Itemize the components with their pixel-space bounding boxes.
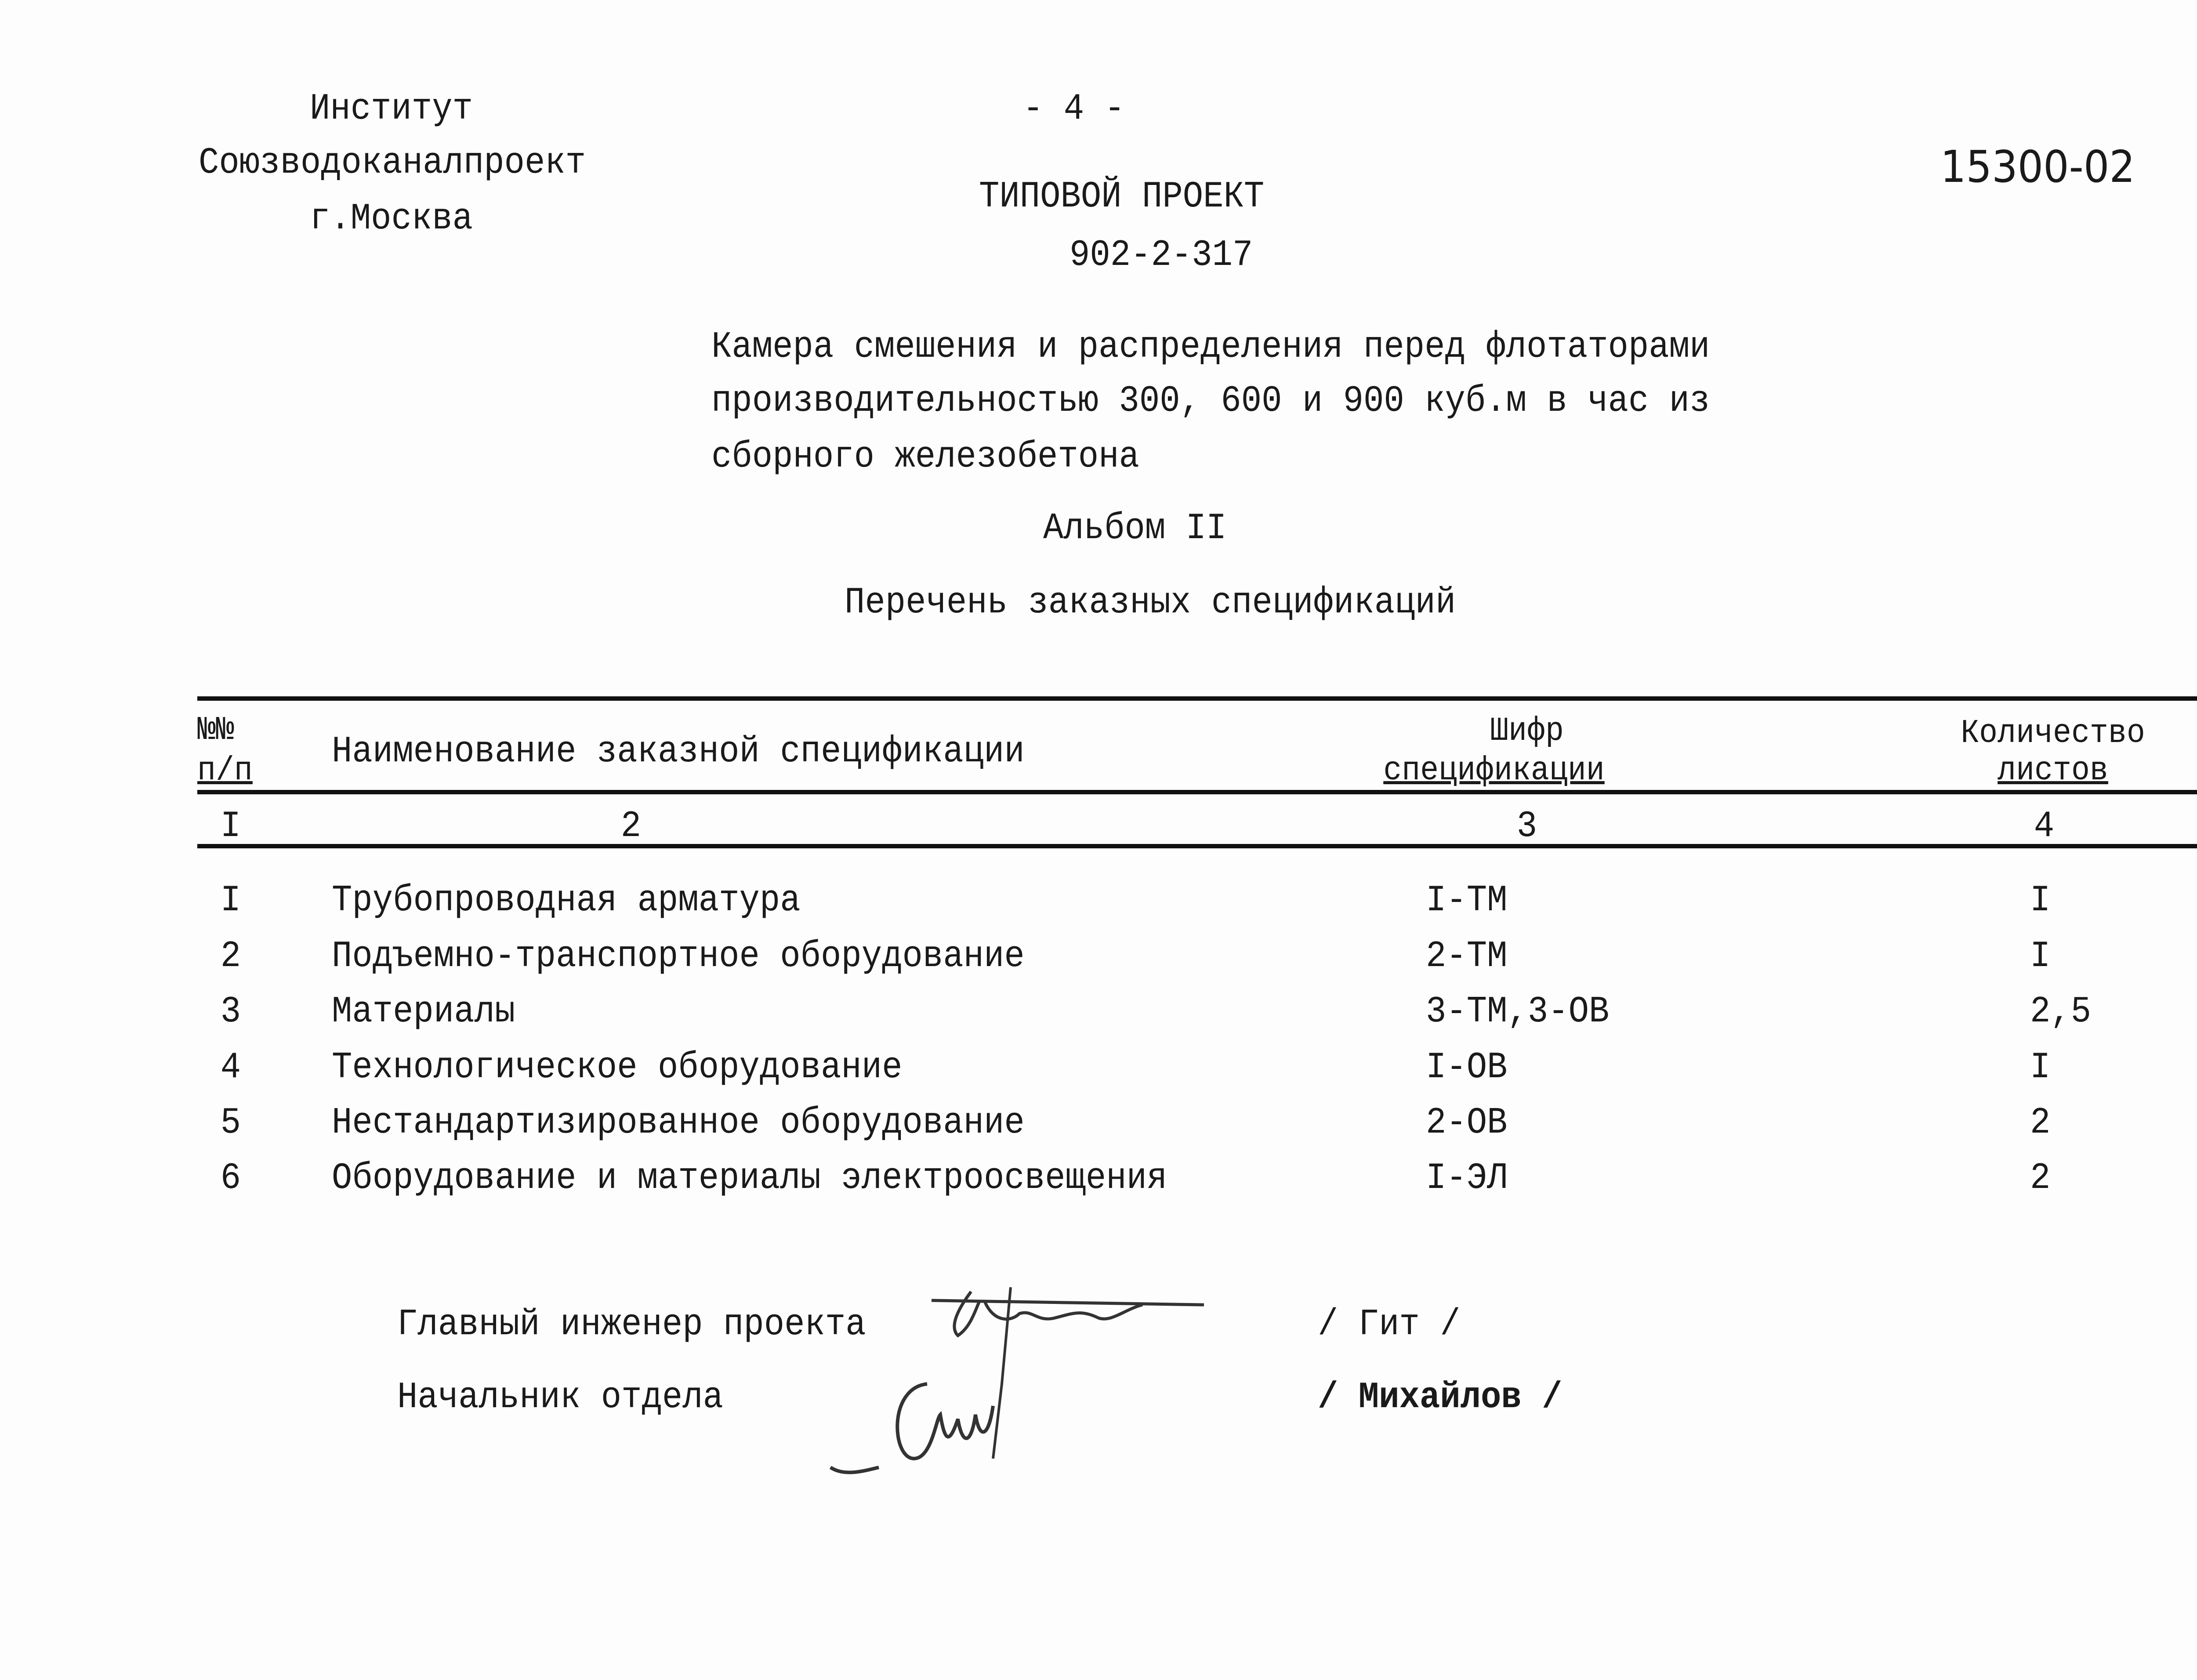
handwritten-signature-icon [826, 1274, 1222, 1538]
row-quantity: I [2030, 936, 2051, 978]
row-cipher: 2-ОВ [1426, 1102, 1508, 1144]
signature-name-department-head: / Михайлов / [1318, 1377, 1563, 1419]
header-qty-2: листов [1998, 752, 2108, 789]
institute-line-2: Союзводоканалпроект [199, 142, 586, 184]
table-colnum-rule [197, 844, 2197, 848]
row-number: 2 [220, 936, 241, 978]
section-title: Перечень заказных спецификаций [845, 582, 1456, 624]
row-cipher: I-ЭЛ [1426, 1158, 1508, 1199]
row-name: Нестандартизированное оборудование [332, 1102, 1025, 1144]
row-quantity: 2,5 [2030, 991, 2092, 1033]
row-name: Технологическое оборудование [332, 1047, 903, 1089]
row-number: 4 [220, 1047, 241, 1089]
institute-line-1: Институт [310, 88, 473, 130]
row-cipher: I-ОВ [1426, 1047, 1508, 1089]
row-number: 6 [220, 1158, 241, 1199]
row-cipher: 2-ТМ [1426, 936, 1508, 978]
row-quantity: 2 [2030, 1102, 2051, 1144]
title-line-3: сборного железобетона [711, 436, 1139, 478]
row-number: I [220, 880, 241, 922]
row-quantity: 2 [2030, 1158, 2051, 1199]
title-line-1: Камера смешения и распределения перед флотаторами [711, 326, 1710, 368]
title-line-2: производительностью 300, 600 и 900 куб.м в час из [711, 380, 1710, 422]
page-number: - 4 - [1023, 88, 1125, 130]
row-quantity: I [2030, 1047, 2051, 1089]
row-name: Трубопроводная арматура [332, 880, 801, 922]
col-number-3: 3 [1516, 806, 1537, 847]
table-header-rule [197, 790, 2197, 794]
album-label: Альбом II [1043, 508, 1227, 550]
row-name: Материалы [332, 991, 515, 1033]
institute-city: г.Москва [310, 198, 473, 240]
signature-role-department-head: Начальник отдела [397, 1377, 724, 1419]
row-quantity: I [2030, 880, 2051, 922]
col-number-1: I [220, 806, 241, 847]
row-name: Подъемно-транспортное оборудование [332, 936, 1025, 978]
row-cipher: I-ТМ [1426, 880, 1508, 922]
row-number: 5 [220, 1102, 241, 1144]
header-num-1: №№ [197, 711, 234, 749]
header-cipher-1: Шифр [1490, 712, 1564, 750]
table-top-rule [197, 696, 2197, 701]
header-cipher-2: спецификации [1383, 752, 1605, 789]
col-number-4: 4 [2034, 806, 2055, 847]
header-name: Наименование заказной спецификации [332, 731, 1025, 773]
signature-role-chief-engineer: Главный инженер проекта [397, 1304, 866, 1346]
project-code: 902-2-317 [1069, 235, 1253, 276]
document-code: 15300-02 [1940, 141, 2135, 192]
project-type: ТИПОВОЙ ПРОЕКТ [979, 176, 1265, 218]
row-number: 3 [220, 991, 241, 1033]
col-number-2: 2 [620, 806, 642, 847]
row-cipher: 3-ТМ,3-ОВ [1426, 991, 1610, 1033]
header-num-2: п/п [197, 752, 253, 789]
header-qty-1: Количество [1961, 714, 2145, 752]
signature-name-chief-engineer: / Гит / [1318, 1304, 1461, 1346]
row-name: Оборудование и материалы электроосвещения [332, 1158, 1167, 1199]
